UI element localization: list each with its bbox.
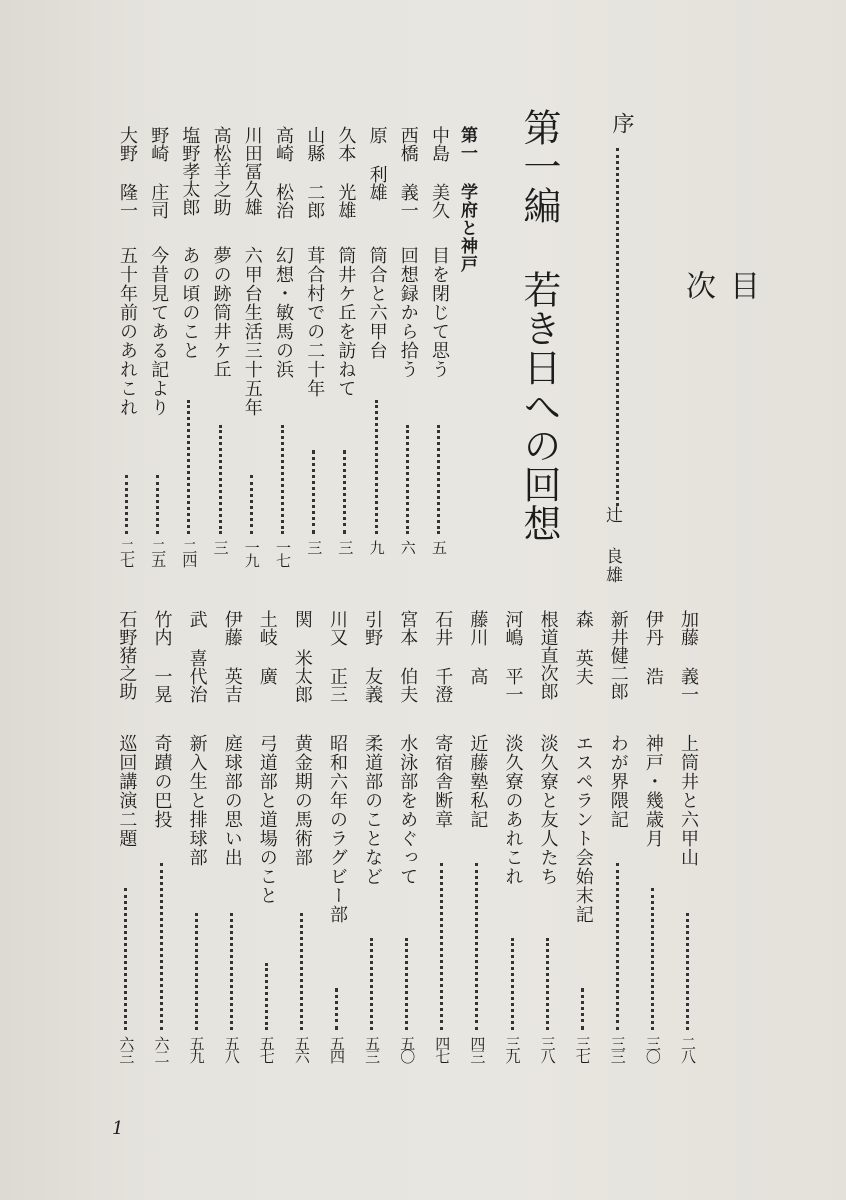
entry-page-number: 六 — [398, 540, 417, 553]
entry-leader-dots — [219, 425, 222, 534]
entry-leader-dots — [300, 913, 303, 1030]
entry-leader-dots — [124, 888, 127, 1030]
entry-page-number: 二五 — [149, 540, 168, 566]
entry-title: 筒井ケ丘を訪ねて — [335, 246, 357, 398]
entry-leader-dots — [437, 425, 440, 534]
entry-leader-dots — [511, 938, 514, 1030]
entry-author: 野崎 庄司 — [148, 126, 170, 219]
entry-page-number: 五七 — [257, 1036, 276, 1062]
entry-leader-dots — [375, 400, 378, 534]
entry-title: 庭球部の思い出 — [221, 734, 243, 867]
entry-author: 河嶋 平一 — [502, 610, 524, 703]
part-title: 第一編 若き日への回想 — [517, 108, 561, 543]
entry-title: 弓道部と道場のこと — [256, 734, 278, 905]
entry-title: 幻想・敏馬の浜 — [273, 246, 294, 379]
entry-title: 夢の跡筒井ケ丘 — [210, 246, 232, 379]
entry-page-number: 三七 — [573, 1036, 592, 1062]
entry-leader-dots — [546, 938, 549, 1030]
entry-page-number: 三 — [211, 540, 230, 553]
entry-page-number: 三八 — [538, 1036, 557, 1062]
entry-title: 筒合と六甲台 — [366, 246, 388, 360]
preface-author: 辻 良雄 — [602, 506, 622, 585]
entry-page-number: 三三 — [608, 1036, 627, 1062]
entry-leader-dots — [335, 988, 338, 1030]
entry-title: 目を閉じて思う — [429, 246, 450, 379]
entry-page-number: 五〇 — [398, 1036, 417, 1062]
entry-author: 森 英夫 — [572, 610, 594, 685]
entry-author: 山縣 二郎 — [304, 126, 326, 219]
entry-page-number: 六二 — [152, 1036, 171, 1062]
entry-leader-dots — [651, 888, 654, 1030]
entry-leader-dots — [281, 425, 284, 534]
entry-leader-dots — [405, 938, 408, 1030]
entry-page-number: 二四 — [180, 540, 199, 566]
entry-author: 伊藤 英吉 — [221, 610, 243, 703]
entry-author: 高崎 松治 — [273, 126, 294, 219]
entry-title: 新入生と排球部 — [186, 734, 208, 867]
entry-title: 黄金期の馬術部 — [291, 734, 313, 867]
entry-author: 原 利雄 — [366, 126, 388, 201]
entry-page-number: 二八 — [679, 1036, 697, 1062]
entry-page-number: 九 — [367, 540, 386, 553]
entry-title: 淡久寮のあれこれ — [502, 734, 524, 886]
entry-author: 塩野孝太郎 — [179, 126, 201, 216]
entry-page-number: 四三 — [468, 1036, 487, 1062]
entry-title: 神戸・幾歳月 — [642, 734, 664, 848]
entry-author: 竹内 一晃 — [151, 610, 173, 703]
section-title: 第一 学府と神戸 — [457, 126, 477, 273]
entry-author: 武 喜代治 — [186, 610, 208, 703]
entry-title: 上筒井と六甲山 — [678, 734, 699, 867]
entry-author: 石野猪之助 — [116, 610, 138, 700]
entry-page-number: 五六 — [292, 1036, 311, 1062]
entry-page-number: 四七 — [433, 1036, 452, 1062]
entry-author: 新井健二郎 — [607, 610, 629, 700]
entry-page-number: 一七 — [274, 540, 292, 566]
entry-leader-dots — [312, 450, 315, 534]
entry-title: 茸合村での二十年 — [304, 246, 326, 398]
entry-leader-dots — [686, 913, 689, 1030]
entry-title: あの頃のこと — [179, 246, 201, 360]
entry-page-number: 三 — [336, 540, 355, 553]
entry-leader-dots — [195, 913, 198, 1030]
entry-page-number: 三九 — [503, 1036, 522, 1062]
entry-page-number: 五九 — [187, 1036, 206, 1062]
entry-author: 宮本 伯夫 — [397, 610, 419, 703]
entry-page-number: 三 — [305, 540, 324, 553]
entry-author: 藤川 高 — [467, 610, 489, 685]
entry-author: 高松羊之助 — [210, 126, 232, 216]
entry-leader-dots — [187, 400, 190, 534]
entry-leader-dots — [343, 450, 346, 534]
entry-title: 六甲台生活三十五年 — [241, 246, 263, 417]
entry-author: 石井 千澄 — [432, 610, 454, 703]
entry-leader-dots — [475, 863, 478, 1030]
entry-author: 中島 美久 — [429, 126, 450, 219]
page-number: 1 — [112, 1118, 124, 1139]
entry-leader-dots — [125, 475, 128, 534]
entry-leader-dots — [230, 913, 233, 1030]
entry-title: 寄宿舎断章 — [432, 734, 454, 829]
entry-leader-dots — [616, 863, 619, 1030]
entry-author: 土岐 廣 — [256, 610, 278, 685]
entry-leader-dots — [156, 475, 159, 534]
entry-page-number: 三〇 — [643, 1036, 662, 1062]
entry-author: 久本 光雄 — [335, 126, 357, 219]
entry-leader-dots — [370, 938, 373, 1030]
entry-title: 昭和六年のラグビー部 — [327, 734, 348, 924]
entry-page-number: 五 — [430, 540, 448, 553]
entry-page-number: 六三 — [117, 1036, 136, 1062]
toc-heading-char-1: 目 — [724, 270, 759, 300]
entry-leader-dots — [440, 863, 443, 1030]
entry-author: 大野 隆一 — [117, 126, 138, 219]
entry-title: 回想録から拾う — [397, 246, 419, 379]
entry-title: わが界隈記 — [607, 734, 629, 829]
entry-title: 近藤塾私記 — [467, 734, 489, 829]
entry-page-number: 五四 — [328, 1036, 346, 1062]
entry-author: 伊丹 浩 — [642, 610, 664, 685]
entry-leader-dots — [265, 963, 268, 1030]
entry-page-number: 二七 — [118, 540, 136, 566]
entry-page-number: 五八 — [222, 1036, 241, 1062]
entry-leader-dots — [406, 425, 409, 534]
entry-author: 川又 正三 — [327, 610, 348, 703]
entry-author: 加藤 義一 — [678, 610, 699, 703]
preface-label: 序 — [609, 112, 634, 134]
entry-page-number: 五三 — [363, 1036, 382, 1062]
entry-author: 引野 友義 — [362, 610, 384, 703]
entry-author: 西橋 義一 — [397, 126, 419, 219]
entry-author: 川田冨久雄 — [241, 126, 263, 216]
entry-leader-dots — [250, 475, 253, 534]
entry-author: 関 米太郎 — [291, 610, 313, 703]
entry-title: 水泳部をめぐって — [397, 734, 419, 886]
toc-heading-char-2: 次 — [680, 270, 715, 300]
toc-heading — [675, 270, 763, 312]
entry-title: エスペラント会始末記 — [572, 734, 594, 924]
entry-page-number: 一九 — [242, 540, 261, 566]
entry-title: 淡久寮と友人たち — [537, 734, 559, 886]
entry-title: 柔道部のことなど — [362, 734, 384, 886]
entry-author: 根道直次郎 — [537, 610, 559, 700]
entry-title: 五十年前のあれこれ — [117, 246, 138, 417]
entry-leader-dots — [581, 988, 584, 1030]
entry-leader-dots — [160, 863, 163, 1030]
entry-title: 奇蹟の巴投 — [151, 734, 173, 829]
entry-title: 巡回講演二題 — [116, 734, 138, 848]
entry-title: 今昔見てある記より — [148, 246, 170, 417]
preface-leader-dots — [616, 148, 619, 506]
